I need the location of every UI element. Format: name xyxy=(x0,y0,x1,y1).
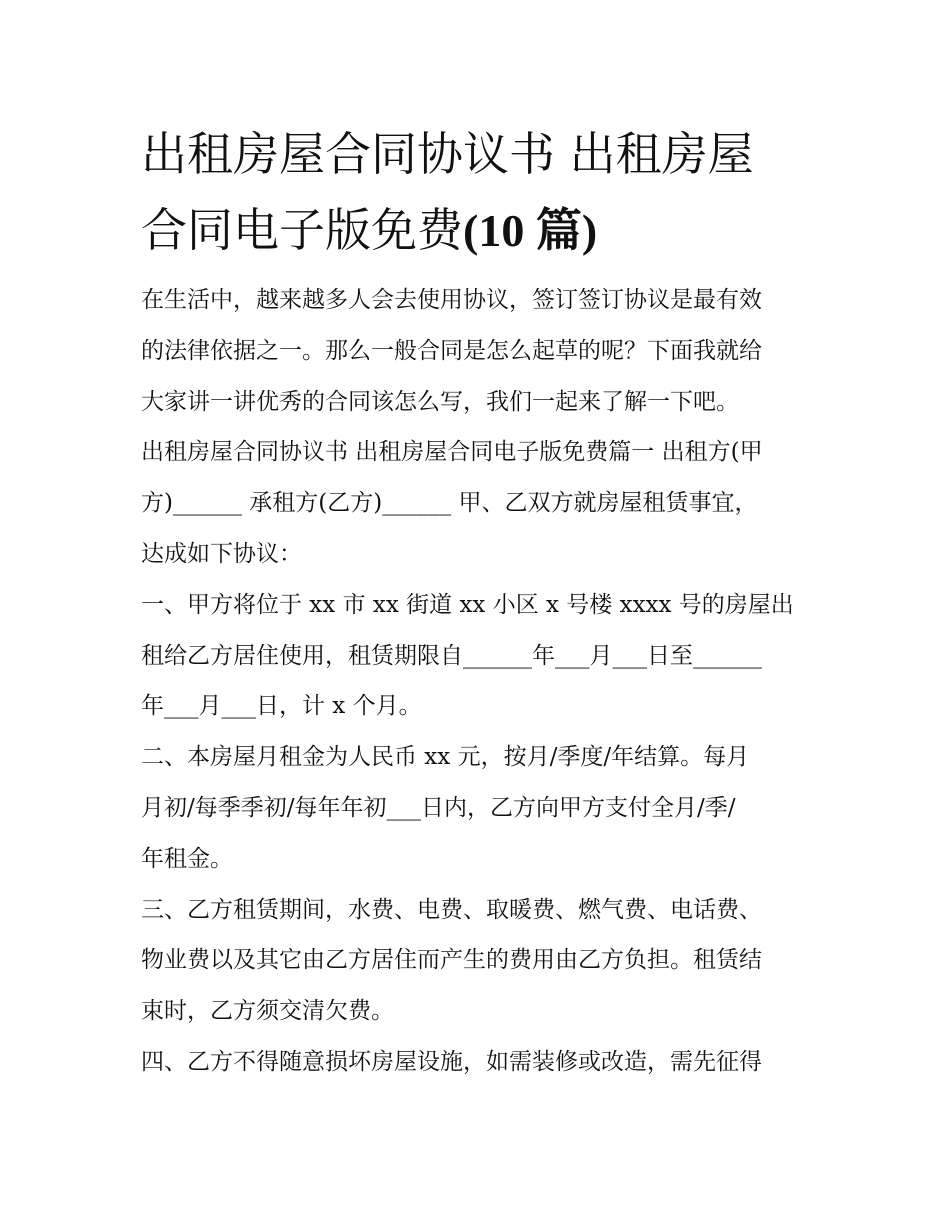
document-title xyxy=(141,116,821,269)
title-line-2-text: 合同电子版免费(10 篇) xyxy=(141,203,598,257)
body-line: 出租房屋合同协议书 出租房屋合同电子版免费篇一 出租方(甲 xyxy=(141,439,763,466)
body-line: 年租金。 xyxy=(141,845,233,872)
body-line: 四、乙方不得随意损坏房屋设施，如需装修或改造，需先征得 xyxy=(141,1048,762,1075)
body-line: 在生活中，越来越多人会去使用协议，签订签订协议是最有效 xyxy=(141,287,762,313)
body-line: 达成如下协议： xyxy=(141,540,302,567)
body-line: 大家讲一讲优秀的合同该怎么写，我们一起来了解一下吧。 xyxy=(141,388,739,415)
title-line-2 xyxy=(141,192,821,269)
body-line: 方)______ 承租方(乙方)______ 甲、乙双方就房屋租赁事宜， xyxy=(141,490,758,517)
body-line: 二、本房屋月租金为人民币 xx 元，按月/季度/年结算。每月 xyxy=(141,744,750,771)
body-line: 三、乙方租赁期间，水费、电费、取暖费、燃气费、电话费、 xyxy=(141,896,762,923)
body-line: 月初/每季季初/每年年初___日内，乙方向甲方支付全月/季/ xyxy=(141,794,736,821)
body-line: 束时，乙方须交清欠费。 xyxy=(141,998,394,1025)
body-line: 物业费以及其它由乙方居住而产生的费用由乙方负担。租赁结 xyxy=(141,947,762,974)
body-line: 一、甲方将位于 xx 市 xx 街道 xx 小区 x 号楼 xxxx 号的房屋出 xyxy=(141,591,794,618)
title-line-1: 出租房屋合同协议书 出租房屋 xyxy=(141,127,754,181)
body-line: 的法律依据之一。那么一般合同是怎么起草的呢？下面我就给 xyxy=(141,337,762,364)
title-count: (10 篇) xyxy=(463,205,598,256)
body-line: 租给乙方居住使用，租赁期限自______年___月___日至______ xyxy=(141,642,762,669)
body-line: 年___月___日，计 x 个月。 xyxy=(141,693,422,720)
document-body xyxy=(141,275,821,1088)
